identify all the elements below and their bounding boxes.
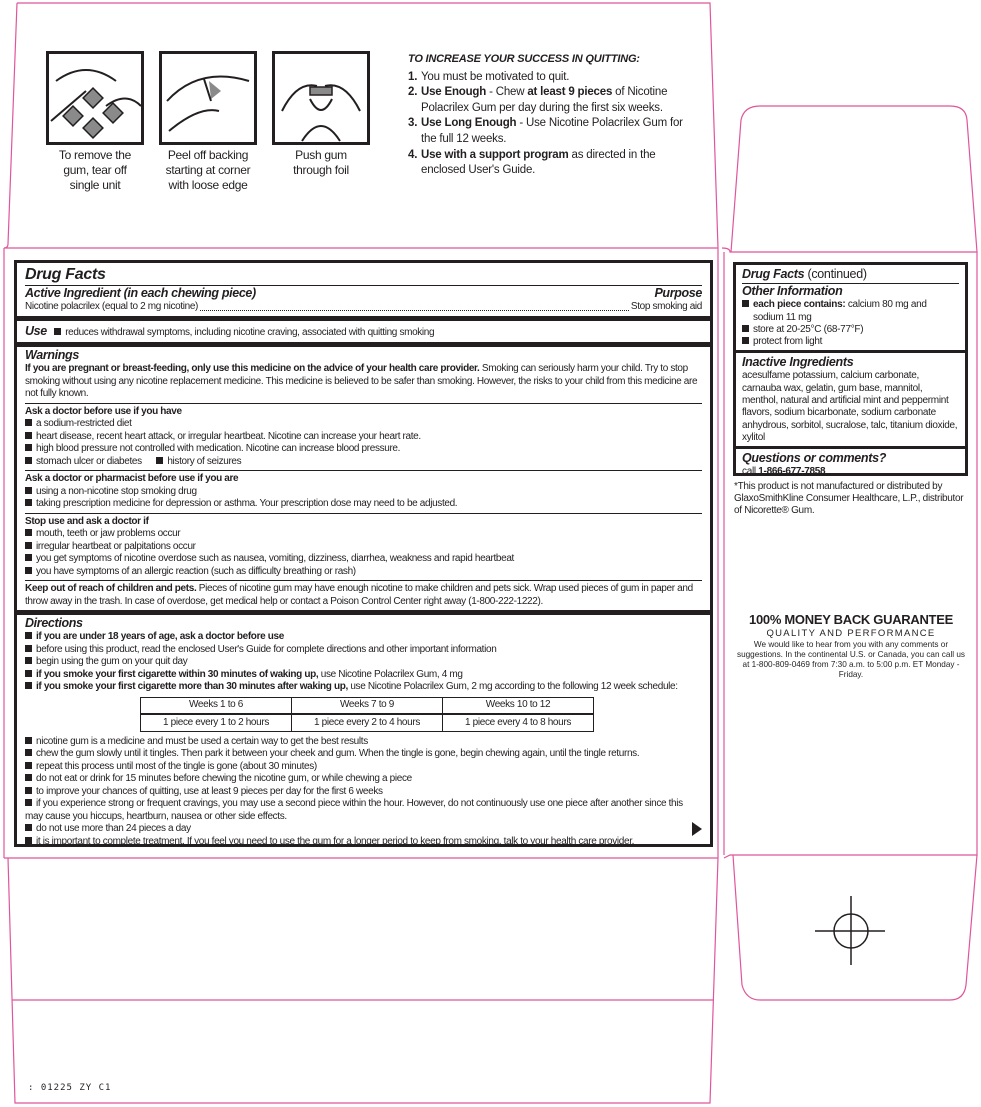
warning-item: a sodium-restricted diet bbox=[25, 418, 702, 431]
warning-item: history of seizures bbox=[156, 456, 241, 467]
warning-item: taking prescription medicine for depression or asthma. Your prescription dose may need to be adjusted. bbox=[25, 498, 702, 511]
guarantee-title: 100% MONEY BACK GUARANTEE bbox=[749, 612, 953, 627]
guarantee-subtitle: QUALITY AND PERFORMANCE bbox=[766, 628, 936, 639]
peel-backing-illustration-icon bbox=[159, 51, 257, 145]
direction-item bbox=[25, 644, 702, 657]
print-code: : 01225 ZY C1 bbox=[28, 1083, 112, 1093]
direction-bold: if you smoke your first cigarette more than 30 minutes after waking up, bbox=[36, 681, 348, 692]
pregnant-warning-text: Smoking can seriously harm your child. Try to stop smoking without using any nicotine replacement medicine. This medicine is believed to be safer than smoking. However, the risks to your child from this medicine are not fully known. bbox=[25, 363, 698, 399]
use-section bbox=[17, 316, 710, 343]
schedule-value: 1 piece every 2 to 4 hours bbox=[292, 714, 443, 731]
success-tip bbox=[408, 85, 698, 116]
other-info-item bbox=[742, 299, 959, 324]
warning-item: high blood pressure not controlled with medication. Nicotine can increase blood pressure. bbox=[25, 443, 702, 456]
use-heading: Use bbox=[25, 323, 47, 338]
direction-item: do not use more than 24 pieces a day bbox=[25, 823, 702, 836]
keep-out-text: Pieces of nicotine gum may have enough nicotine to make children and pets sick. Wrap used pieces of gum in paper and throw away in the trash. In case of overdose, get medical help or contact a Poison Control Center right away (1-800-222-1222). bbox=[25, 583, 693, 607]
direction-item: do not eat or drink for 15 minutes before chewing the nicotine gum, or while chewing a piece bbox=[25, 773, 702, 786]
warning-item: you have symptoms of an allergic reaction (such as difficulty breathing or rash) bbox=[25, 566, 702, 579]
tip-number: 4. bbox=[408, 148, 418, 161]
push-gum-illustration-icon bbox=[272, 51, 370, 145]
questions-phone: 1-866-677-7858 bbox=[758, 466, 826, 478]
step-caption: Push gum through foil bbox=[293, 148, 349, 177]
inactive-ingredients: acesulfame potassium, calcium carbonate, carnauba wax, gelatin, gum base, mannitol, menthol, natural and artificial mint and peppermint flavors, sodium bicarbonate, sodium carbonate anhydrous, sorbitol, sucralose, talc, titanium dioxide, xylitol bbox=[742, 370, 958, 443]
tip-text: - Chew bbox=[486, 86, 528, 99]
step-caption: To remove the gum, tear off single unit bbox=[58, 148, 132, 192]
ask-pharmacist-heading: Ask a doctor or pharmacist before use if you are bbox=[25, 473, 239, 484]
direction-item bbox=[25, 656, 702, 669]
dosing-schedule-table bbox=[140, 697, 594, 732]
schedule-value: 1 piece every 4 to 8 hours bbox=[443, 714, 594, 731]
pregnant-warning-bold: If you are pregnant or breast-feeding, only use this medicine on the advice of your health care provider. bbox=[25, 363, 480, 374]
usage-steps bbox=[46, 51, 349, 193]
direction-text: begin using the gum on your quit day bbox=[36, 656, 188, 667]
tip-bold: Use Enough bbox=[421, 86, 487, 99]
other-information-section bbox=[736, 265, 965, 350]
drug-facts-title: Drug Facts bbox=[25, 264, 702, 286]
direction-item bbox=[25, 681, 702, 694]
schedule-header: Weeks 1 to 6 bbox=[141, 697, 292, 714]
ask-doctor-heading: Ask a doctor before use if you have bbox=[25, 405, 182, 417]
continued-arrow-icon bbox=[692, 822, 702, 836]
warning-item: stomach ulcer or diabetes bbox=[25, 456, 142, 467]
leader-dots bbox=[200, 310, 629, 311]
direction-bold: if you are under 18 years of age, ask a doctor before use bbox=[36, 631, 284, 642]
direction-item: chew the gum slowly until it tingles. Then park it between your cheek and gum. When the tingle is gone, begin chewing again, until the tingle returns. bbox=[25, 748, 702, 761]
schedule-header: Weeks 10 to 12 bbox=[443, 697, 594, 714]
warnings-section bbox=[17, 342, 710, 610]
purpose-heading: Purpose bbox=[654, 286, 702, 300]
directions-section bbox=[17, 610, 710, 850]
warning-item: you get symptoms of nicotine overdose such as nausea, vomiting, dizziness, diarrhea, weakness and rapid heartbeat bbox=[25, 553, 702, 566]
tip-text: of Nicotine Polacrilex Gum per day during the first six weeks. bbox=[421, 86, 668, 114]
step-peel-backing bbox=[159, 51, 257, 193]
direction-text: use Nicotine Polacrilex Gum, 4 mg bbox=[318, 668, 463, 680]
warning-item: using a non-nicotine stop smoking drug bbox=[25, 486, 702, 499]
stop-use-heading: Stop use and ask a doctor if bbox=[25, 515, 149, 527]
direction-item bbox=[25, 669, 702, 682]
warning-item: heart disease, recent heart attack, or irregular heartbeat. Nicotine can increase your heart rate. bbox=[25, 431, 702, 444]
other-info-bold: each piece contains: bbox=[753, 299, 846, 311]
tip-number: 2. bbox=[408, 86, 418, 99]
success-tip bbox=[408, 148, 698, 179]
drug-facts-continued-panel bbox=[733, 262, 968, 476]
questions-heading: Questions or comments? bbox=[742, 451, 887, 466]
tip-bold: at least 9 pieces bbox=[527, 86, 613, 99]
step-push-gum bbox=[272, 51, 370, 193]
registration-mark-icon bbox=[815, 895, 887, 967]
tip-number: 1. bbox=[408, 70, 418, 83]
tear-off-illustration-icon bbox=[46, 51, 144, 145]
inactive-ingredients-section bbox=[736, 350, 965, 446]
direction-bold: if you smoke your first cigarette within 30 minutes of waking up, bbox=[36, 668, 319, 680]
drug-facts-continued-title: Drug Facts bbox=[742, 267, 805, 281]
warnings-heading: Warnings bbox=[25, 348, 79, 362]
disclaimer: *This product is not manufactured or distributed by GlaxoSmithKline Consumer Healthcare, L.P., distributor of Nicorette® Gum. bbox=[734, 481, 964, 516]
inactive-ingredients-heading: Inactive Ingredients bbox=[742, 355, 854, 370]
step-tear-off bbox=[46, 51, 144, 193]
call-label: call bbox=[742, 466, 759, 478]
directions-heading: Directions bbox=[25, 616, 83, 630]
other-info-text: calcium 80 mg and sodium 11 mg bbox=[753, 299, 927, 323]
other-info-item: protect from light bbox=[742, 336, 959, 348]
active-ingredient-section bbox=[17, 263, 710, 316]
use-text: reduces withdrawal symptoms, including nicotine craving, associated with quitting smoking bbox=[54, 327, 434, 338]
direction-item: nicotine gum is a medicine and must be used a certain way to get the best results bbox=[25, 736, 702, 749]
step-caption: Peel off backing starting at corner with loose edge bbox=[165, 148, 251, 192]
direction-text: before using this product, read the enclosed User's Guide for complete directions and other important information bbox=[36, 643, 497, 655]
keep-out-bold: Keep out of reach of children and pets. bbox=[25, 583, 197, 594]
warning-item: mouth, teeth or jaw problems occur bbox=[25, 528, 702, 541]
questions-section bbox=[736, 446, 965, 480]
tip-bold: Use with a support program bbox=[421, 148, 569, 161]
drug-facts-panel bbox=[14, 260, 713, 847]
direction-text: use Nicotine Polacrilex Gum, 2 mg according to the following 12 week schedule: bbox=[347, 681, 678, 692]
schedule-header: Weeks 7 to 9 bbox=[292, 697, 443, 714]
continued-label: (continued) bbox=[804, 267, 867, 281]
schedule-value: 1 piece every 1 to 2 hours bbox=[141, 714, 292, 731]
tip-number: 3. bbox=[408, 117, 418, 130]
tip-text: as directed in the enclosed User's Guide. bbox=[421, 148, 656, 177]
money-back-guarantee bbox=[733, 612, 969, 680]
direction-item: repeat this process until most of the tingle is gone (about 30 minutes) bbox=[25, 761, 702, 774]
success-tips bbox=[408, 52, 698, 179]
direction-item: to improve your chances of quitting, use at least 9 pieces per day for the first 6 weeks bbox=[25, 786, 702, 799]
active-ingredient-heading: Active Ingredient (in each chewing piece) bbox=[25, 286, 256, 300]
success-tip bbox=[408, 70, 698, 86]
success-tips-title: TO INCREASE YOUR SUCCESS IN QUITTING: bbox=[408, 53, 640, 65]
other-info-item: store at 20-25°C (68-77°F) bbox=[742, 324, 959, 336]
tip-bold: Use Long Enough bbox=[421, 117, 517, 130]
direction-item bbox=[25, 631, 702, 644]
other-information-heading: Other Information bbox=[742, 284, 843, 299]
direction-item: if you experience strong or frequent cravings, you may use a second piece within the hour. However, do not continuously use one piece after another since this may cause you hiccups, heartburn, nausea or other side effects. bbox=[25, 798, 702, 823]
warning-item: irregular heartbeat or palpitations occur bbox=[25, 541, 702, 554]
direction-item: it is important to complete treatment. If you feel you need to use the gum for a longer period to keep from smoking, talk to your health care provider. bbox=[25, 836, 702, 849]
active-ingredient: Nicotine polacrilex (equal to 2 mg nicotine) bbox=[25, 301, 199, 312]
guarantee-text: We would like to hear from you with any comments or suggestions. In the continental U.S. or Canada, you can call us at 1-800-809-0469 from 7:30 a.m. to 5:00 p.m. ET Monday - Friday. bbox=[736, 640, 966, 679]
success-tip bbox=[408, 116, 698, 147]
purpose: Stop smoking aid bbox=[630, 301, 702, 312]
tip-text: - Use Nicotine Polacrilex Gum for the full 12 weeks. bbox=[421, 117, 683, 145]
tip-text: You must be motivated to quit. bbox=[421, 70, 570, 83]
